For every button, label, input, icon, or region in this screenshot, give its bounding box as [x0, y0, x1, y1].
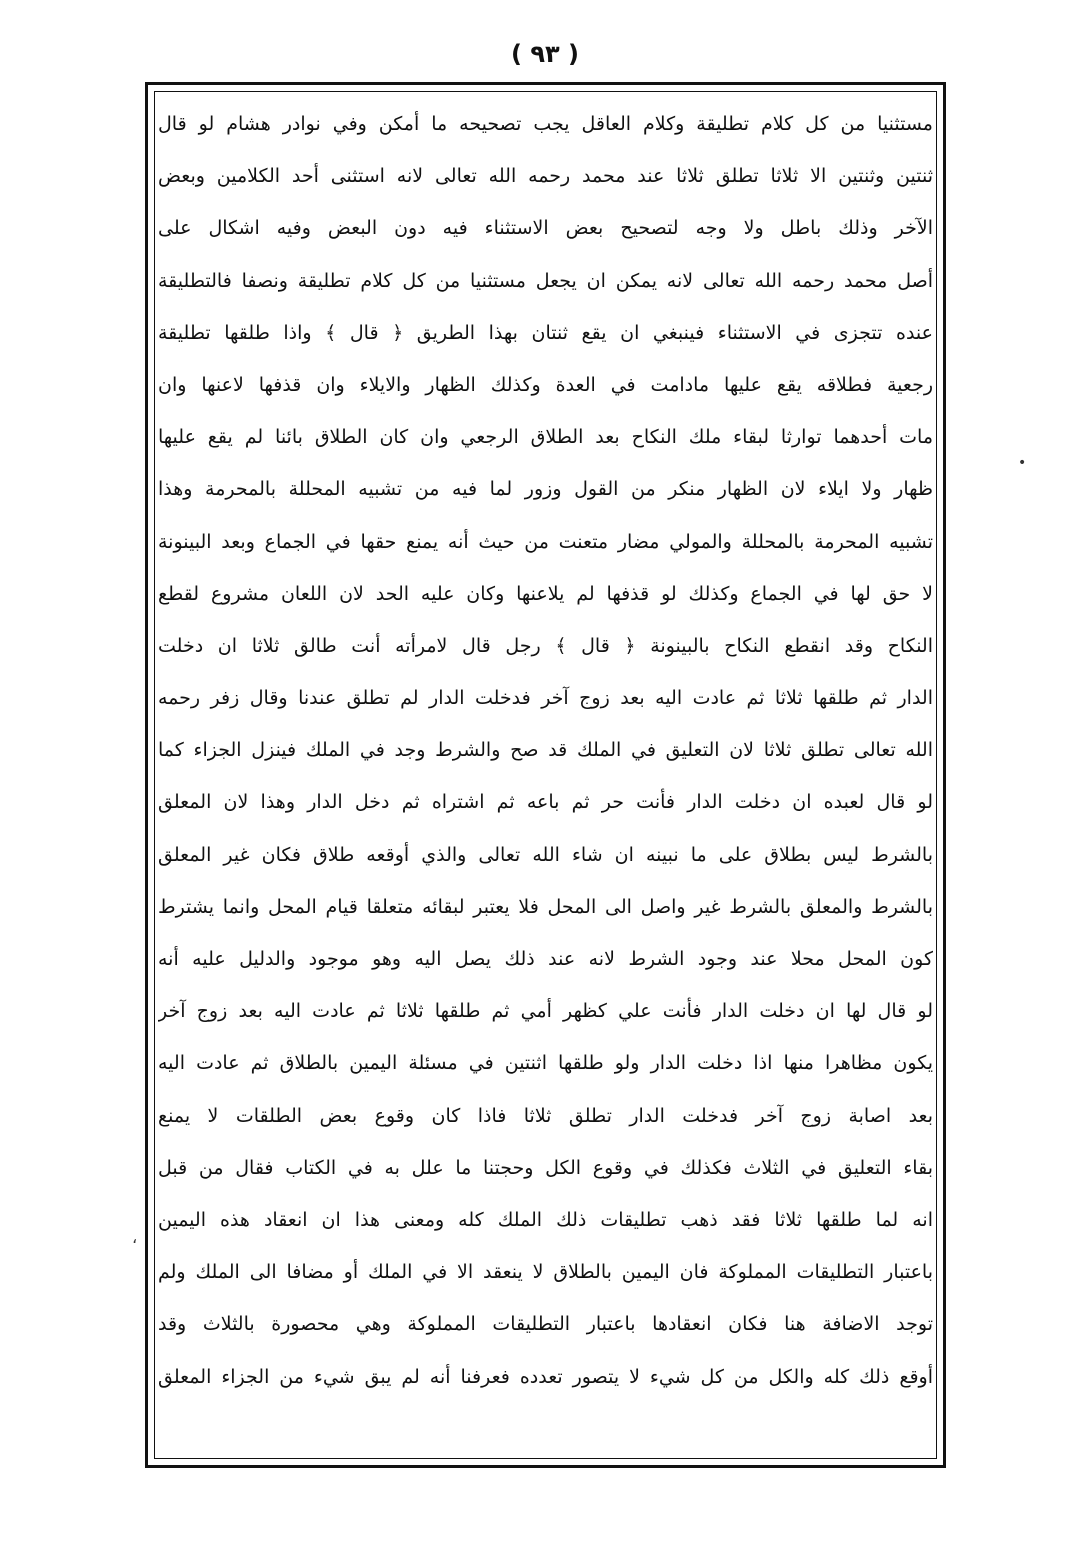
text-line: مستثنيا من كل كلام تطليقة وكلام العاقل يجب تصحيحه ما أمكن وفي نوادر هشام لو قال	[158, 113, 933, 135]
text-line: بالشرط والمعلق بالشرط غير واصل الى المحل فلا يعتبر لبقائه متعلقا قيام المحل وانما يشترط	[158, 895, 933, 918]
text-line: بالشرط ليس بطلاق على ما نبينه ان شاء الله تعالى والذي أوقعه طلاق فكان غير المعلق	[158, 843, 933, 866]
text-line: الآخر وذلك باطل ولا وجه لتصحيح بعض الاستثناء فيه دون البعض وفيه اشكال على	[158, 217, 933, 240]
page-number: ( ٩٣ )	[511, 40, 579, 68]
text-line: أوقع ذلك كله والكل من كل شيء لا يتصور تعدده فعرفنا أنه لم يبق شيء من الجزاء المعلق	[158, 1365, 933, 1388]
text-line: أصل محمد رحمه الله تعالى لانه يمكن ان يجعل مستثنيا من كل كلام تطليقة ونصفا فالتطليقة	[158, 269, 933, 292]
text-line: لو قال لعبده ان دخلت الدار فأنت حر ثم باعه ثم اشتراه ثم دخل الدار وهذا لان المعلق	[158, 791, 933, 814]
text-line: انه لما طلقها ثلاثا فقد ذهب تطليقات ذلك الملك كله ومعنى هذا ان انعقاد هذه اليمين	[158, 1208, 933, 1231]
body-text	[158, 98, 933, 1456]
text-line: الله تعالى تطلق ثلاثا لان التعليق في الملك قد صح والشرط وجد في الملك فينزل الجزاء كما	[158, 739, 933, 762]
text-line: عنده تتجزى في الاستثناء فينبغي ان يقع ثنتان بهذا الطريق ﴿ قال ﴾ واذا طلقها تطليقة	[158, 321, 933, 344]
text-line: كون المحل محلا عند وجود الشرط لانه عند ذلك يصل اليه وهو موجود والدليل عليه أنه	[158, 948, 933, 970]
text-line: رجعية فطلاقه يقع عليها مادامت في العدة وكذلك الظهار والايلاء وان قذفها لاعنها وان	[158, 373, 933, 396]
text-line: ظهار ولا ايلاء لان الظهار منكر من القول وزور لما فيه من تشبيه المحللة بالمحرمة وهذا	[158, 478, 933, 501]
text-line: توجد الاضافة هنا فكان انعقادها باعتبار التطليقات المملوكة وهي محصورة بالثلاث وقد	[158, 1313, 933, 1336]
stray-dot-mark: •	[1018, 455, 1027, 471]
text-line: تشبيه المحرمة بالمحللة والمولي مضار متعنت من حيث أنه يمنع حقها في الجماع وبعد البينونة	[158, 530, 933, 553]
text-line: باعتبار التطليقات المملوكة فان اليمين بالطلاق لا ينعقد الا في الملك أو مضافا الى الملك ولم	[158, 1261, 933, 1284]
text-line: يكون مظاهرا منها اذا دخلت الدار ولو طلقها اثنتين في مسئلة اليمين بالطلاق ثم عادت اليه	[158, 1052, 933, 1075]
text-line: النكاح وقد انقطع النكاح بالبينونة ﴿ قال ﴾ رجل قال لامرأته أنت طالق ثلاثا ان دخلت	[158, 634, 933, 657]
text-line: بعد اصابة زوج آخر فدخلت الدار تطلق ثلاثا فاذا كان وقوع بعض الطلقات لا يمنع	[158, 1104, 933, 1127]
stray-margin-mark: ،	[132, 1228, 138, 1247]
text-line	[158, 1403, 933, 1455]
text-line: مات أحدهما توارثا لبقاء ملك النكاح بعد الطلاق الرجعي وان كان الطلاق بائنا لم يقع عليها	[158, 426, 933, 449]
text-line: ثنتين وثنتين الا ثلاثا تطلق ثلاثا عند محمد رحمه الله تعالى لانه استثنى أحد الكلامين وبعض	[158, 165, 933, 188]
text-line: بقاء التعليق في الثلاث فكذلك في وقوع الكل وحجتنا ما علل به في الكتاب فقال من قبل	[158, 1156, 933, 1179]
text-line: لو قال لها ان دخلت الدار فأنت علي كظهر أمي ثم طلقها ثلاثا ثم عادت اليه بعد زوج آخر	[158, 1000, 933, 1023]
text-line: الدار ثم طلقها ثلاثا ثم عادت اليه بعد زوج آخر فدخلت الدار لم تطلق عندنا وقال زفر رحمه	[158, 687, 933, 710]
text-line: لا حق لها في الجماع وكذلك لو قذفها لم يلاعنها وكان عليه الحد لان اللعان مشروع لقطع	[158, 582, 933, 605]
